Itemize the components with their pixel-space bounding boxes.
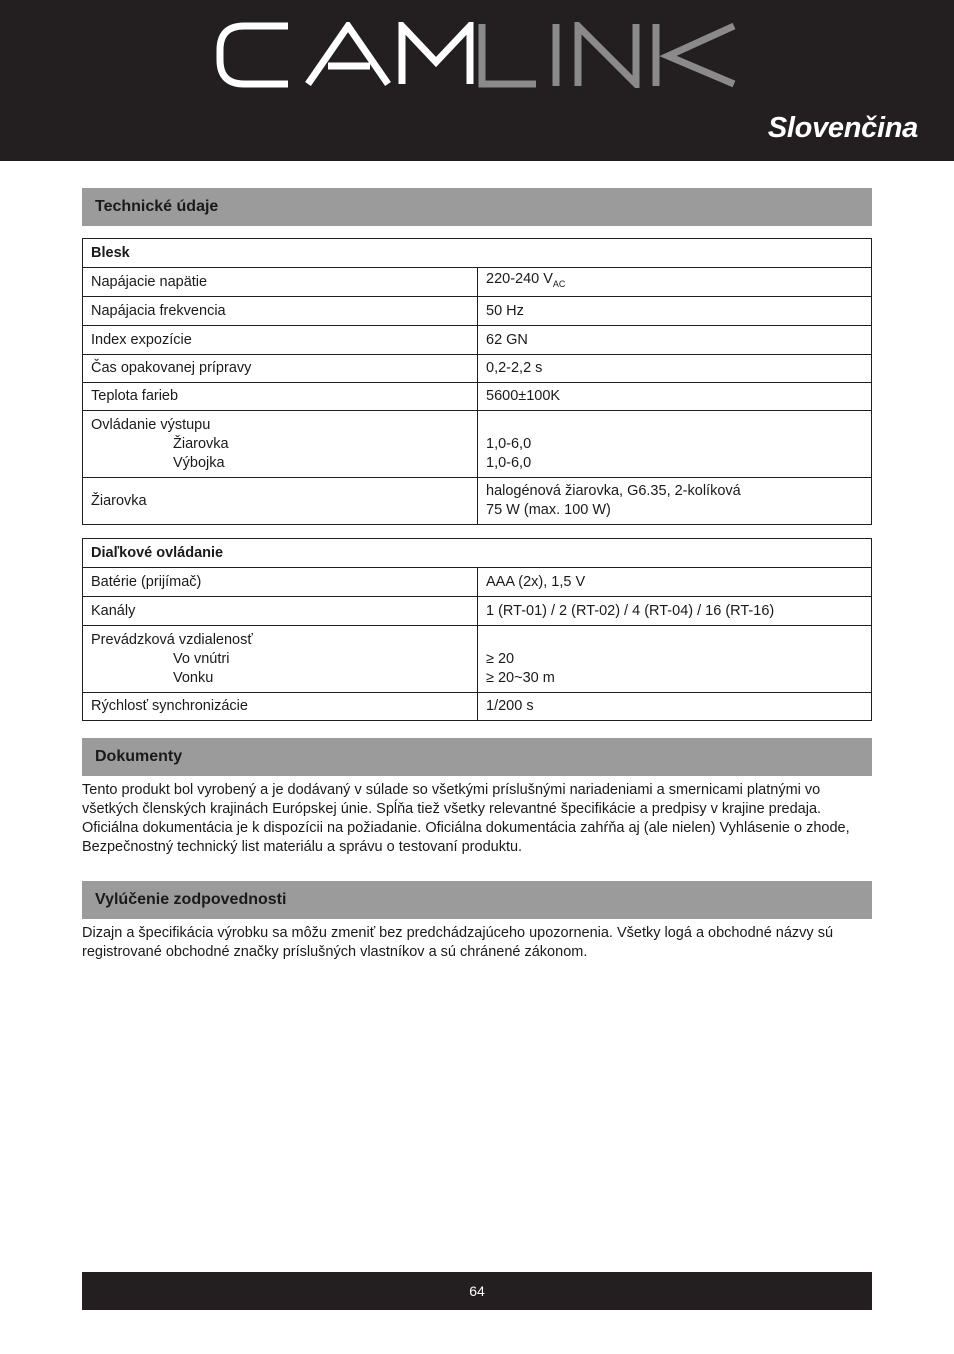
table-title: Diaľkové ovládanie (83, 539, 872, 568)
spec-label: Žiarovka (83, 478, 478, 525)
table-row (83, 693, 872, 721)
table-row (83, 568, 872, 597)
spec-value: 62 GN (478, 326, 872, 355)
spec-label: Rýchlosť synchronizácie (83, 693, 478, 721)
spec-value: 220-240 $V_{AC}$ (478, 268, 872, 297)
spec-label: Napájacie napätie (83, 268, 478, 297)
section-title: Technické údaje (95, 198, 219, 215)
spec-label: Napájacia frekvencia (83, 297, 478, 326)
spec-value: ≥ 20 ≥ 20~30 m (478, 626, 872, 693)
remote-spec-table (82, 538, 872, 721)
table-row (83, 626, 872, 693)
spec-label: Index expozície (83, 326, 478, 355)
spec-value: 1,0-6,0 1,0-6,0 (478, 411, 872, 478)
spec-value: 0,2-2,2 s (478, 355, 872, 383)
documents-paragraph: Tento produkt bol vyrobený a je dodávaný v súlade so všetkými príslušnými nariadeniami a smernicami platnými vo všetkých členských krajinách Európskej únie. Spĺňa tiež všetky relevantné špecifikácie a predpisy v krajine predaja. Oficiálna dokumentácia je k dispozícii na požiadanie. Oficiálna dokumentácia zahŕňa aj (ale nielen) Vyhlásenie o zhode, Bezpečnostný technický list materiálu a správu o testovaní produktu. (82, 782, 850, 855)
section-title: Dokumenty (95, 748, 183, 765)
table-title: Blesk (83, 239, 872, 268)
table-row (83, 355, 872, 383)
spec-value: 5600±100K (478, 383, 872, 411)
spec-value: AAA (2x), 1,5 V (478, 568, 872, 597)
spec-label: Ovládanie výstupu Žiarovka Výbojka (83, 411, 478, 478)
section-disclaimer (82, 881, 872, 919)
table-row (83, 326, 872, 355)
spec-value: halogénová žiarovka, G6.35, 2-kolíková 75 W (max. 100 W) (478, 478, 872, 525)
section-title: Vylúčenie zodpovednosti (95, 891, 287, 908)
table-row (83, 383, 872, 411)
flash-spec-table (82, 238, 872, 525)
page-number: 64 (469, 1283, 485, 1299)
language-label: Slovenčina (767, 112, 918, 144)
table-row (83, 597, 872, 626)
table-row (83, 268, 872, 297)
table-row (83, 478, 872, 525)
spec-value: 1/200 s (478, 693, 872, 721)
spec-label: Batérie (prijímač) (83, 568, 478, 597)
table-row (83, 297, 872, 326)
table-header-row (83, 539, 872, 568)
table-row (83, 411, 872, 478)
spec-label: Čas opakovanej prípravy (83, 355, 478, 383)
spec-label: Prevádzková vzdialenosť Vo vnútri Vonku (83, 626, 478, 693)
table-header-row (83, 239, 872, 268)
spec-value: 1 (RT-01) / 2 (RT-02) / 4 (RT-04) / 16 (RT-16) (478, 597, 872, 626)
disclaimer-paragraph: Dizajn a špecifikácia výrobku sa môžu zmeniť bez predchádzajúceho upozornenia. Všetky logá a obchodné názvy sú registrované obchodné značky príslušných vlastníkov a sú chránené zákonom. (82, 925, 834, 960)
spec-label: Kanály (83, 597, 478, 626)
section-documents (82, 738, 872, 776)
spec-label: Teplota farieb (83, 383, 478, 411)
camlink-logo (216, 22, 738, 88)
spec-value: 50 Hz (478, 297, 872, 326)
section-technical-data (82, 188, 872, 226)
page-header (0, 0, 954, 161)
page-footer (82, 1272, 872, 1310)
